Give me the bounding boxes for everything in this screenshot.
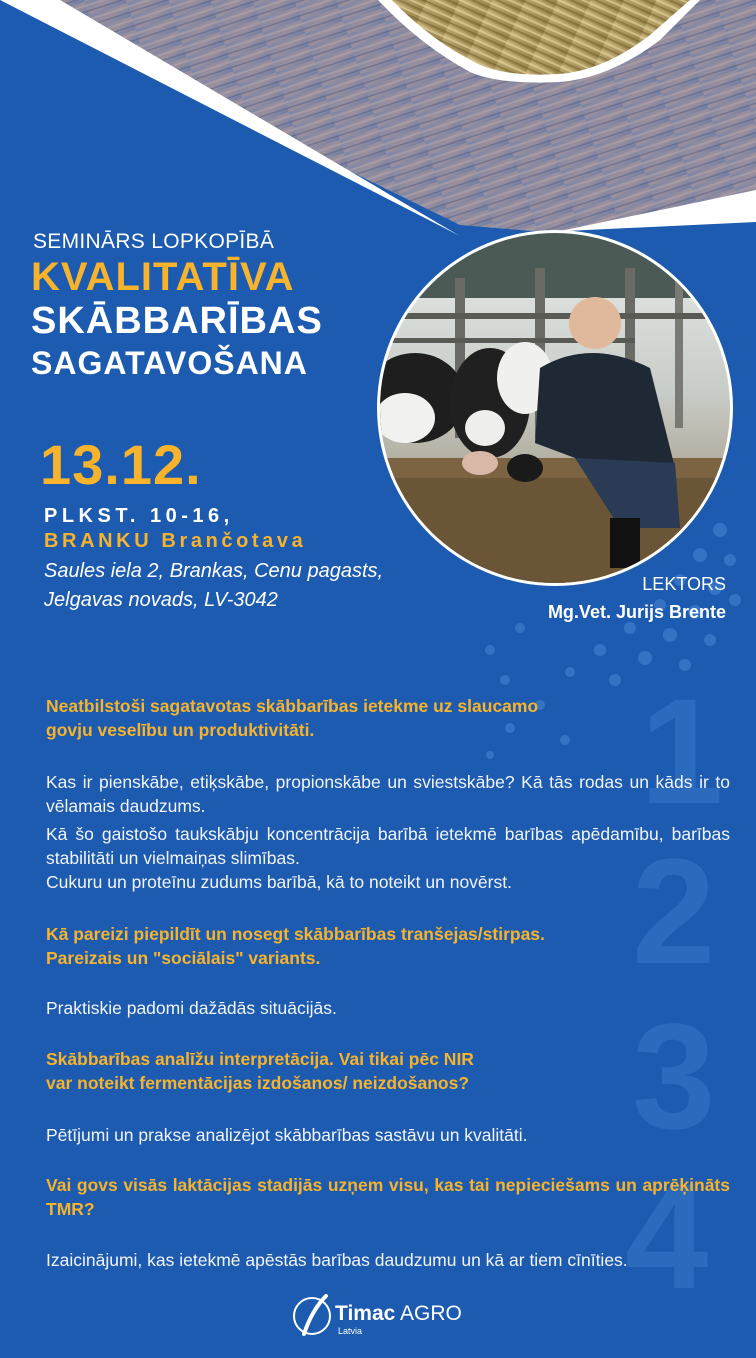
- lecturer-label: LEKTORS: [642, 574, 726, 594]
- event-date: 13.12.: [40, 433, 202, 496]
- event-time: PLKST. 10-16,: [44, 505, 234, 527]
- topic-3-heading-line-1: Skābbarības analīžu interpretācija. Vai tikai pēc NIR: [46, 1049, 474, 1069]
- address-line-2: Jelgavas novads, LV-3042: [44, 589, 278, 611]
- section-number-3: 3: [632, 992, 716, 1160]
- section-number-4: 4: [625, 1152, 709, 1320]
- title-line-1: KVALITATĪVA: [31, 255, 295, 299]
- topic-1-body-3: Cukuru un proteīnu zudums barībā, kā to noteikt un novērst.: [46, 872, 512, 892]
- address-line-1: Saules iela 2, Brankas, Cenu pagasts,: [44, 560, 384, 582]
- topic-3-heading-line-2: var noteikt fermentācijas izdošanos/ neizdošanos?: [46, 1073, 470, 1093]
- brand-name: Timac AGRO: [335, 1302, 462, 1325]
- topic-3-body: Pētījumi un prakse analizējot skābbarības sastāvu un kvalitāti.: [46, 1125, 528, 1145]
- title-line-3: SAGATAVOŠANA: [31, 345, 308, 381]
- topic-1-body-2: Kā šo gaistošo taukskābju koncentrācija barībā ietekmē barības apēdamību, barības stabilitāti un vielmaiņas slimības.: [46, 824, 730, 868]
- section-number-1: 1: [640, 667, 724, 835]
- topic-2-heading-line-1: Kā pareizi piepildīt un nosegt skābbarības tranšejas/stirpas.: [46, 924, 545, 944]
- lecturer-photo: [375, 228, 735, 588]
- section-number-2: 2: [632, 827, 716, 995]
- topic-4-heading: Vai govs visās laktācijas stadijās uzņem visu, kas tai nepieciešams un aprēķināts TMR?: [46, 1175, 730, 1219]
- topic-1-heading-line-2: govju veselību un produktivitāti.: [46, 720, 315, 740]
- title-line-2: SKĀBBARĪBAS: [31, 300, 323, 342]
- brand-country: Latvia: [338, 1326, 363, 1336]
- lecturer-name: Mg.Vet. Jurijs Brente: [547, 602, 726, 622]
- topic-2-body: Praktiskie padomi dažādās situācijās.: [46, 998, 337, 1018]
- topic-1-heading-line-1: Neatbilstoši sagatavotas skābbarības ietekme uz slaucamo: [46, 696, 539, 716]
- event-subtitle: SEMINĀRS LOPKOPĪBĀ: [33, 230, 275, 253]
- topic-1-body-1: Kas ir pienskābe, etiķskābe, propionskābe un sviestskābe? Kā tās rodas un kāds ir to vēlamais daudzums.: [46, 772, 730, 816]
- timac-logo-icon: [290, 1292, 334, 1338]
- topic-2-heading-line-2: Pareizais un "sociālais" variants.: [46, 948, 321, 968]
- event-venue: BRANKU Brančotava: [44, 530, 307, 552]
- topic-4-body: Izaicinājumi, kas ietekmē apēstās barības daudzumu un kā ar tiem cīnīties.: [46, 1250, 628, 1270]
